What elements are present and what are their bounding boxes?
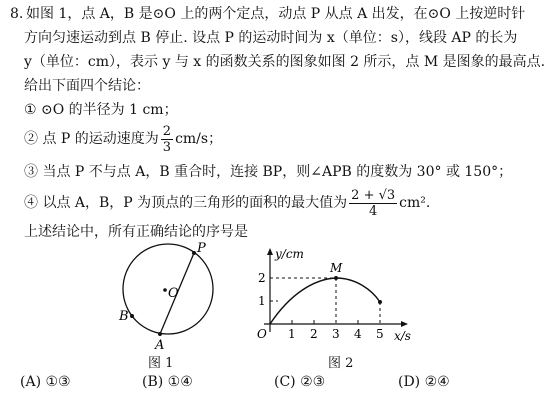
figure-1-caption: 图 1 xyxy=(148,356,174,371)
conclusion-3: ③ 当点 P 不与点 A，B 重合时，连接 BP，则∠APB 的度数为 30° 或 150°； xyxy=(24,164,513,180)
option-d-key: (D) xyxy=(398,374,421,390)
label-p: P xyxy=(197,242,206,256)
conclusion-2 xyxy=(24,122,222,156)
center-o xyxy=(163,288,167,292)
conclusion-4-unit: cm². xyxy=(399,195,431,211)
speed-denominator: 3 xyxy=(162,139,172,155)
speed-numerator: 2 xyxy=(162,123,172,139)
x-axis-arrow xyxy=(401,321,408,327)
area-denominator: 4 xyxy=(369,203,378,219)
xtick-label-2: 2 xyxy=(310,327,318,341)
figure-1-circle-diagram xyxy=(110,242,230,352)
conclusion-4-text: ④ 以点 A，B，P 为顶点的三角形的面积的最大值为 xyxy=(24,195,348,211)
option-c[interactable] xyxy=(274,374,325,390)
label-b: B xyxy=(119,309,129,324)
figure-2-caption: 图 2 xyxy=(328,356,354,371)
label-m: M xyxy=(330,261,343,275)
question-text-line-2: 方向匀速运动到点 B 停止. 设点 P 的运动时间为 x（单位：s），线段 AP 的长为 xyxy=(24,30,518,46)
option-c-key: (C) xyxy=(274,374,296,390)
point-b xyxy=(130,314,134,318)
conclusion-2-unit: cm/s； xyxy=(175,131,223,147)
question-text-line-3: y（单位：cm），表示 y 与 x 的函数关系的图象如图 2 所示，点 M 是图象的最高点. xyxy=(24,54,546,70)
point-p xyxy=(192,251,196,255)
option-d-text: ②④ xyxy=(424,374,450,390)
conclusion-4 xyxy=(24,186,430,220)
option-c-text: ②③ xyxy=(300,374,326,390)
label-a: A xyxy=(155,338,165,352)
figure-2-graph xyxy=(252,246,422,346)
option-b[interactable] xyxy=(142,374,193,390)
point-a xyxy=(158,332,162,336)
endpoint xyxy=(378,300,382,304)
y-axis-arrow xyxy=(267,248,273,255)
xtick-label-1: 1 xyxy=(288,327,296,341)
xtick-label-5: 5 xyxy=(376,327,384,341)
area-numerator: 2 + √3 xyxy=(351,187,396,203)
speed-fraction xyxy=(161,124,173,155)
y-axis-label: y/cm xyxy=(275,247,304,261)
x-axis-label: x/s xyxy=(394,329,411,343)
point-m xyxy=(334,276,338,280)
xtick-label-3: 3 xyxy=(332,327,340,341)
xtick-label-4: 4 xyxy=(354,327,362,341)
option-b-key: (B) xyxy=(142,374,164,390)
area-fraction xyxy=(349,188,397,219)
origin-label: O xyxy=(257,327,267,341)
option-a-key: (A) xyxy=(20,374,42,390)
question-text-line-1: 如图 1，点 A，B 是⊙O 上的两个定点，动点 P 从点 A 出发，在⊙O 上按逆时针 xyxy=(26,6,526,22)
option-b-text: ①④ xyxy=(167,374,193,390)
question-text-line-4: 给出下面四个结论： xyxy=(24,78,150,94)
conclusion-2-text: ② 点 P 的运动速度为 xyxy=(24,131,159,147)
option-a[interactable] xyxy=(20,374,71,390)
ytick-label-1: 1 xyxy=(258,294,266,308)
conclusion-1: ① ⊙O 的半径为 1 cm； xyxy=(24,102,178,118)
graph-curve xyxy=(270,278,380,324)
label-o: O xyxy=(168,286,179,301)
question-prompt: 上述结论中，所有正确结论的序号是 xyxy=(24,224,248,240)
option-a-text: ①③ xyxy=(45,374,71,390)
ytick-label-2: 2 xyxy=(258,271,266,285)
option-d[interactable] xyxy=(398,374,450,390)
question-number: 8. xyxy=(10,6,24,22)
